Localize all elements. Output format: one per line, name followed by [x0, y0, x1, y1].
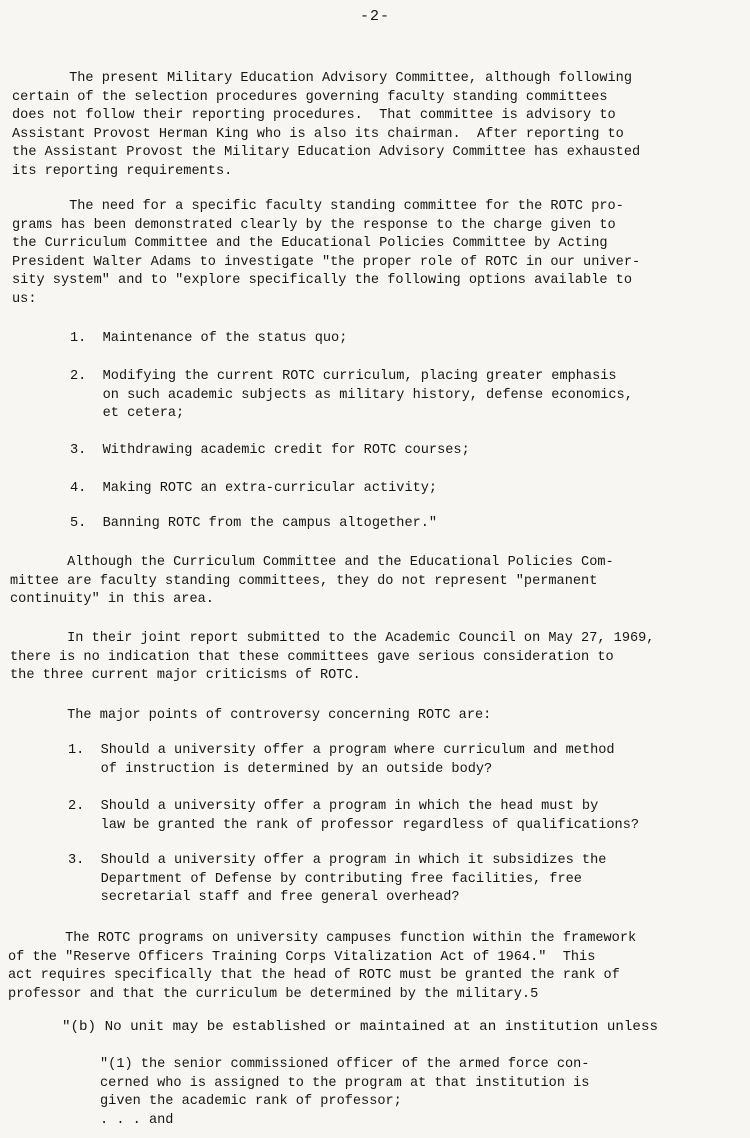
paragraph-vitalization-act: The ROTC programs on university campuses function within the framework of the "Reserve Officers Training Corps Vitalization Act of 1964." This act requires specifically that the head of ROTC must be granted the rank of professor and that the curriculum be determined by the military.5: [8, 931, 637, 1002]
option-item-1: 1. Maintenance of the status quo;: [70, 331, 348, 346]
paragraph-advisory-committee: The present Military Education Advisory Committee, although following certain of the selection procedures governing faculty standing committees does not follow their reporting procedures. That committee is advisory to Assistant Provost Herman King who is also its chairman. After reporting to the Assistant Provost the Military Education Advisory Committee has exhausted its reporting requirements.: [12, 71, 641, 179]
paragraph-controversy-intro: The major points of controversy concerning ROTC are:: [10, 708, 492, 723]
controversy-item-3: 3. Should a university offer a program in which it subsidizes the Department of Defense by contributing free facilities, free secretarial staff and free general overhead?: [68, 853, 607, 905]
option-item-2: 2. Modifying the current ROTC curriculum, placing greater emphasis on such academic subjects as military history, defense economics, et cetera;: [70, 369, 633, 421]
option-item-4: 4. Making ROTC an extra-curricular activity;: [70, 481, 438, 496]
paragraph-joint-report: In their joint report submitted to the Academic Council on May 27, 1969, there is no indication that these committees gave serious consideration to the three current major criticisms of ROTC.: [10, 631, 655, 683]
option-item-5: 5. Banning ROTC from the campus altogether.": [70, 516, 438, 531]
option-item-3: 3. Withdrawing academic credit for ROTC courses;: [70, 443, 470, 458]
controversy-item-2: 2. Should a university offer a program in which the head must by law be granted the rank of professor regardless of qualifications?: [68, 799, 640, 833]
controversy-item-1: 1. Should a university offer a program where curriculum and method of instruction is determined by an outside body?: [68, 743, 615, 777]
paragraph-permanent-continuity: Although the Curriculum Committee and the Educational Policies Com- mittee are faculty standing committees, they do not represent "permanent continuity" in this area.: [10, 555, 614, 607]
paragraph-standing-committee-need: The need for a specific faculty standing committee for the ROTC pro- grams has been demonstrated clearly by the response to the charge given to the Curriculum Committee and the Educational Policies Committee by Acting President Walter Adams to investigate "the proper role of ROTC in our univer- sity system" and to "explore specifically the following options available to us:: [12, 199, 641, 307]
quote-clause-1: "(1) the senior commissioned officer of the armed force con- cerned who is assigned to the program at that institution is given the academic rank of professor; . . . and: [100, 1057, 590, 1128]
quote-clause-b: "(b) No unit may be established or maintained at an institution unless: [62, 1019, 658, 1035]
page-number: -2-: [359, 8, 390, 25]
